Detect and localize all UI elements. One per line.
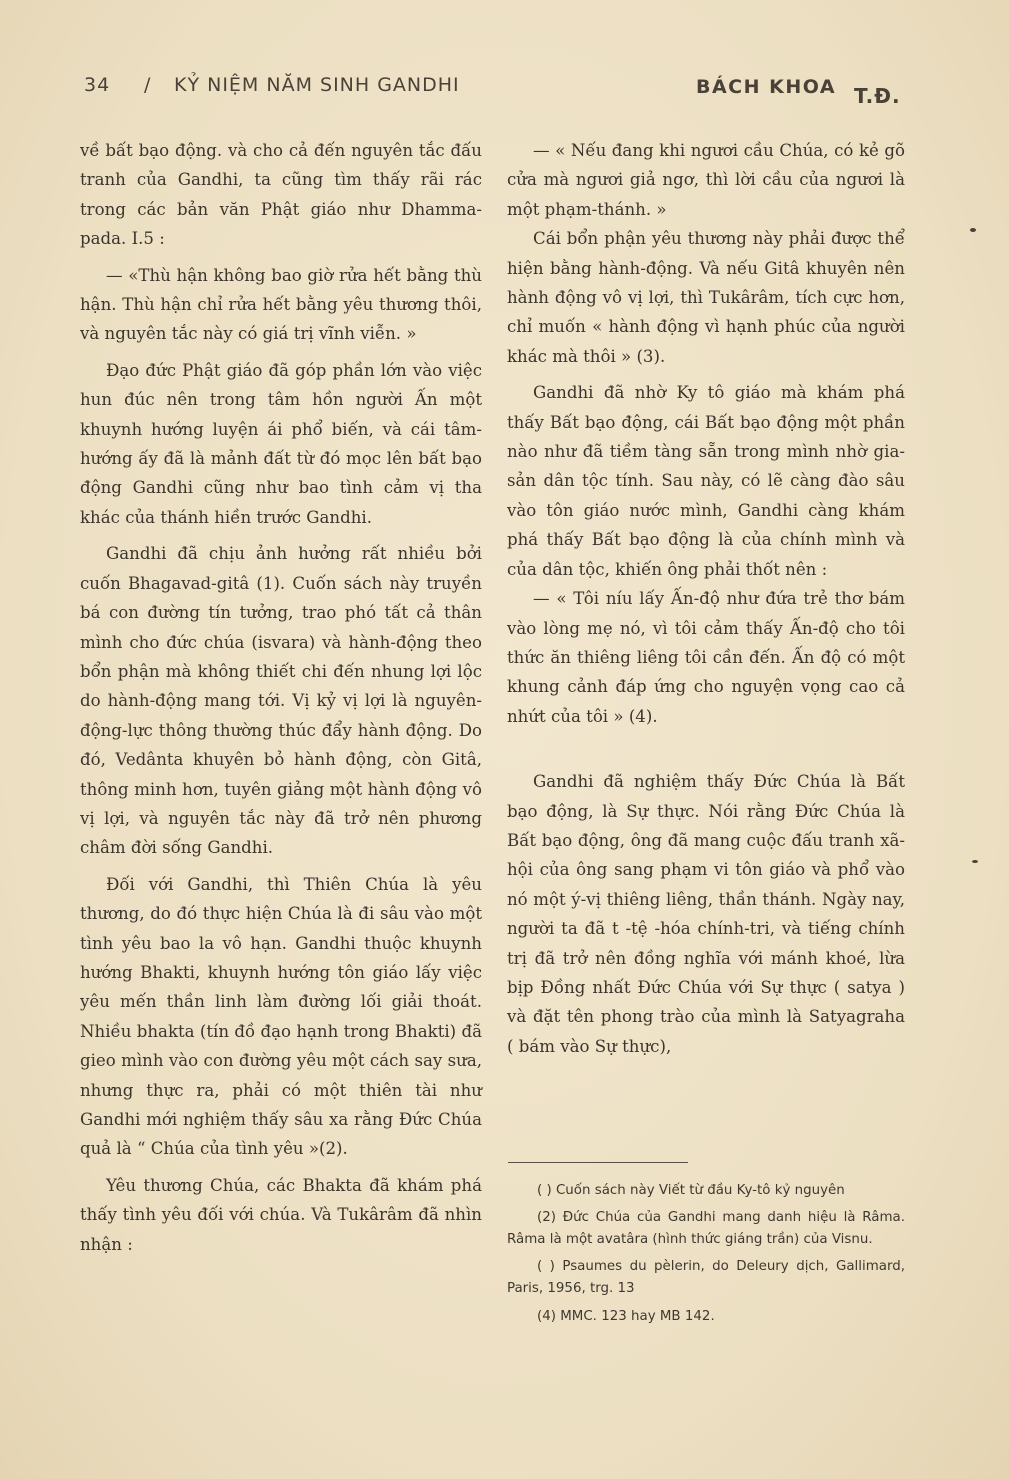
footnote: (2) Đức Chúa của Gandhi mang danh hiệu là Râma. Râma là một avatâra (hình thức giáng trần) của Visnu. [507, 1210, 905, 1247]
paragraph: Đạo đức Phật giáo đã góp phần lớn vào việc hun đúc nên trong tâm hồn người Ấn một khuynh hướng luyện ái phổ biến, và cái tâm-hướng ấy đã là mảnh đất từ đó mọc lên bất bạo động Gandhi cũng như bao tình cảm vị tha khác của thánh hiền trước Gandhi. [80, 360, 482, 527]
footnote: (4) MMC. 123 hay MB 142. [537, 1309, 715, 1324]
quote-paragraph: — «Thù hận không bao giờ rửa hết bằng thù hận. Thù hận chỉ rửa hết bằng yêu thương thôi, và nguyên tắc này có giá trị vĩnh viễn. » [80, 265, 482, 344]
page-number: 34 [84, 74, 111, 96]
running-title: KỶ NIỆM NĂM SINH GANDHI [174, 74, 460, 96]
left-column [80, 136, 482, 1259]
header-separator: / [144, 74, 152, 96]
footnote: ( ) Psaumes du pèlerin, do Deleury dịch, Gallimard, Paris, 1956, trg. 13 [507, 1259, 905, 1296]
footnotes [507, 1180, 905, 1333]
footnote: ( ) Cuốn sách này Viết từ đầu Ky-tô kỷ nguyên [537, 1183, 845, 1198]
ink-speck [972, 860, 978, 863]
paragraph: Gandhi đã nhờ Ky tô giáo mà khám phá thấy Bất bạo động, cái Bất bạo động một phần nào như đã tiềm tàng sẵn trong mình nhờ gia-sản dân tộc tính. Sau này, có lẽ càng đào sâu vào tôn giáo nước mình, Gandhi càng khám phá thấy Bất bạo động là của chính mình và của dân tộc, khiến ông phải thốt nên : [507, 383, 905, 579]
paragraph: về bất bạo động. và cho cả đến nguyên tắc đấu tranh của Gandhi, ta cũng tìm thấy rãi rác trong các bản văn Phật giáo như Dhamma-pada. I.5 : [80, 141, 482, 249]
quote-paragraph: — « Nếu đang khi ngươi cầu Chúa, có kẻ gõ cửa mà ngươi giả ngơ, thì lời cầu của ngươi là một phạm-thánh. » [507, 141, 905, 219]
author-initials: T.Đ. [854, 84, 901, 108]
paragraph: Yêu thương Chúa, các Bhakta đã khám phá thấy tình yêu đối với chúa. Và Tukârâm đã nhìn nhận : [80, 1175, 482, 1254]
paragraph: Gandhi đã chịu ảnh hưởng rất nhiều bởi cuốn Bhagavad-gitâ (1). Cuốn sách này truyền bá con đường tín tưởng, trao phó tất cả thân mình cho đức chúa (isvara) và hành-động theo bổn phận mà không thiết chi đến nhung lợi lộc do hành-động mang tới. Vị kỷ vị lợi là nguyên-động-lực thông thường thúc đẩy hành động. Do đó, Vedânta khuyên bỏ hành động, còn Gitâ, thông minh hơn, tuyên giảng một hành động vô vị lợi, và nguyên tắc này đã trở nên phương châm đời sống Gandhi. [80, 544, 482, 858]
quote-paragraph: — « Tôi níu lấy Ấn-độ như đứa trẻ thơ bám vào lòng mẹ nó, vì tôi cảm thấy Ấn-độ cho tôi thức ăn thiêng liêng tôi cần đến. Ấn độ có một khung cảnh đáp ứng cho nguyện vọng cao cả nhứt của tôi » (4). [507, 589, 905, 726]
paragraph: Gandhi đã nghiệm thấy Đức Chúa là Bất bạo động, là Sự thực. Nói rằng Đức Chúa là Bất bạo động, ông đã mang cuộc đấu tranh xã-hội của ông sang phạm vi tôn giáo và phổ vào nó một ý-vị thiêng liêng, thần thánh. Ngày nay, người ta đã t -tệ -hóa chính-tri, và tiếng chính trị đã trở nên đồng nghĩa với mánh khoé, lừa bịp Đồng nhất Đức Chúa với Sự thực ( satya ) và đặt tên phong trào của mình là Satyagraha ( bám vào Sự thực), [507, 772, 905, 1056]
right-column [507, 136, 905, 1061]
ink-speck [970, 228, 976, 232]
page-header [84, 74, 914, 110]
paragraph: Cái bổn phận yêu thương này phải được thể hiện bằng hành-động. Và nếu Gitâ khuyên nên hành động vô vị lợi, thì Tukârâm, tích cực hơn, chỉ muốn « hành động vì hạnh phúc của người khác mà thôi » (3). [507, 229, 905, 366]
paragraph: Đối với Gandhi, thì Thiên Chúa là yêu thương, do đó thực hiện Chúa là đi sâu vào một tình yêu bao la vô hạn. Gandhi thuộc khuynh hướng Bhakti, khuynh hướng tôn giáo lấy việc yêu mến thần linh làm đường lối giải thoát. Nhiều bhakta (tín đồ đạo hạnh trong Bhakti) đã gieo mình vào con đường yêu một cách say sưa, nhưng thực ra, phải có một thiên tài như Gandhi mới nghiệm thấy sâu xa rằng Đức Chúa quả là “ Chúa của tình yêu »(2). [80, 874, 482, 1159]
journal-name: BÁCH KHOA [696, 76, 837, 98]
footnote-divider [508, 1162, 688, 1163]
